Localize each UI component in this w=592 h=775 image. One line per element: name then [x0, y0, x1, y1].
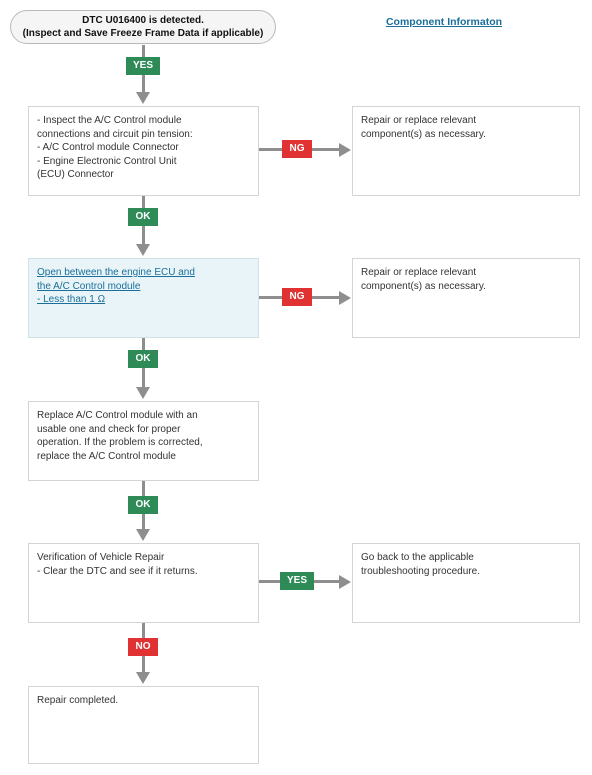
step-replace-module — [28, 401, 259, 481]
step1-line: - Inspect the A/C Control module — [37, 115, 182, 126]
arrow-down-4-icon — [136, 529, 150, 541]
step1-line: (ECU) Connector — [37, 169, 114, 180]
step3-line: replace the A/C Control module — [37, 450, 176, 462]
step4-line: Verification of Vehicle Repair — [37, 552, 165, 563]
side-repair-replace-2 — [352, 258, 580, 338]
side-repair-replace-1 — [352, 106, 580, 196]
arrow-right-1-icon — [339, 143, 351, 157]
ng-badge-1: NG — [282, 140, 312, 158]
step-repair-completed — [28, 686, 259, 764]
open-circuit-link-line[interactable]: - Less than 1 Ω — [37, 294, 106, 305]
ok-badge-2: OK — [128, 350, 158, 368]
side2-line: component(s) as necessary. — [361, 280, 486, 292]
step3-line: operation. If the problem is corrected, — [37, 437, 203, 448]
step1-line: - A/C Control module Connector — [37, 142, 179, 153]
arrow-right-2-icon — [339, 291, 351, 305]
side2-line: Repair or replace relevant — [361, 267, 477, 278]
step1-line: connections and circuit pin tension: — [37, 128, 193, 140]
start-node-dtc — [10, 10, 276, 44]
yes-badge-start: YES — [126, 57, 160, 75]
side1-line: component(s) as necessary. — [361, 128, 486, 140]
side3-line: troubleshooting procedure. — [361, 565, 480, 577]
side1-line: Repair or replace relevant — [361, 115, 477, 126]
open-circuit-link-line[interactable]: Open between the engine ECU and — [37, 267, 195, 278]
step-open-circuit-check — [28, 258, 259, 338]
step5-line: Repair completed. — [37, 695, 119, 706]
yes-badge-4: YES — [280, 572, 314, 590]
arrow-down-2-icon — [136, 244, 150, 256]
step-inspect-connections — [28, 106, 259, 196]
arrow-right-3-icon — [339, 575, 351, 589]
step1-line: - Engine Electronic Control Unit — [37, 155, 177, 167]
open-circuit-link-line[interactable]: the A/C Control module — [37, 280, 141, 292]
ok-badge-3: OK — [128, 496, 158, 514]
component-information-link[interactable]: Component Informaton — [385, 16, 503, 28]
arrow-down-3-icon — [136, 387, 150, 399]
ng-badge-2: NG — [282, 288, 312, 306]
arrow-down-1-icon — [136, 92, 150, 104]
ok-badge-1: OK — [128, 208, 158, 226]
step3-line: Replace A/C Control module with an — [37, 410, 198, 421]
step-verification — [28, 543, 259, 623]
side3-line: Go back to the applicable — [361, 552, 474, 563]
no-badge-4: NO — [128, 638, 158, 656]
start-title: DTC U016400 is detected. — [82, 15, 204, 26]
start-subtitle: (Inspect and Save Freeze Frame Data if applicable) — [22, 28, 264, 39]
side-go-back — [352, 543, 580, 623]
step4-line: - Clear the DTC and see if it returns. — [37, 565, 198, 577]
step3-line: usable one and check for proper — [37, 423, 181, 435]
arrow-down-5-icon — [136, 672, 150, 684]
